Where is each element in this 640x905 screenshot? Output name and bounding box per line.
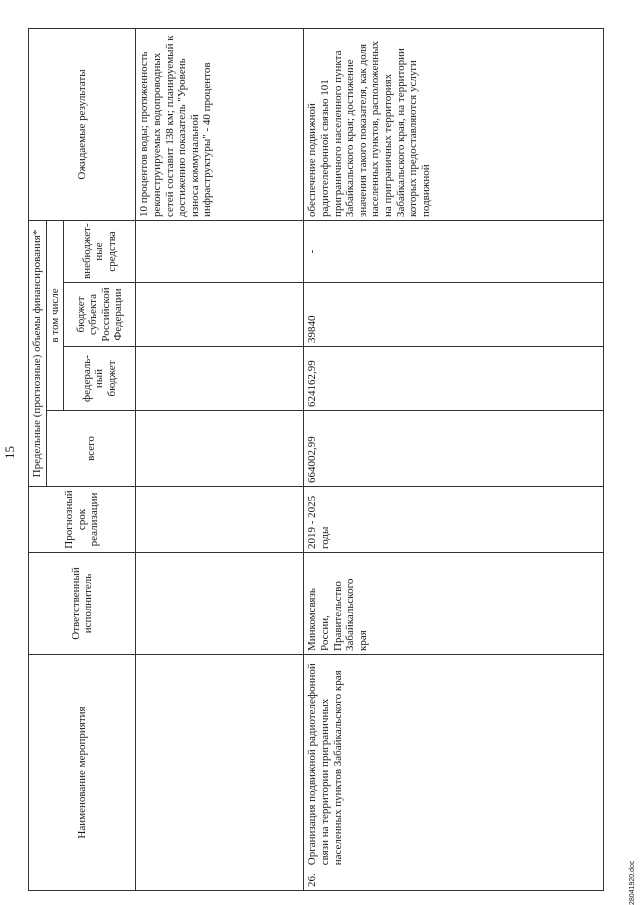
header-extrabudget: внебюджет-ные средства <box>64 220 136 282</box>
doc-code: 28041920.doc <box>629 860 636 905</box>
cell-empty <box>136 347 304 411</box>
cell-empty <box>136 283 304 347</box>
cell-results: обеспечение подвижной радиотелефонной связью 101 приграничного населенного пункта Забайкальского края; достижение значения такого показателя, как доля населенных пунктов, расположенных на приграничных территориях Забайкальского края, на территории которых предоставляются услуги подвижной <box>304 28 604 220</box>
cell-empty <box>136 655 304 891</box>
row-number: 26. <box>306 873 319 887</box>
cell-executor: Минкомсвязь России, Правительство Забайкальского края <box>304 553 604 655</box>
header-name: Наименование мероприятия <box>29 655 136 891</box>
cell-empty <box>136 411 304 487</box>
header-executor: Ответственный исполнитель <box>29 553 136 655</box>
header-federal: федераль-ный бюджет <box>64 347 136 411</box>
header-regional: бюджет субъекта Российской Федерации <box>64 283 136 347</box>
measures-table <box>28 28 604 891</box>
cell-period: 2019 - 2025 годы <box>304 487 604 553</box>
cell-name <box>304 655 604 891</box>
cell-results-continuation: 10 процентов воды; протяженность реконструируемых водопроводных сетей составит 138 км; планируемый к достижению показатель "Уровень износа коммунальной инфраструктуры" - 40 процентов <box>136 28 304 220</box>
cell-extrabudget: - <box>304 220 604 282</box>
cell-total: 664002,99 <box>304 411 604 487</box>
cell-federal: 624162,99 <box>304 347 604 411</box>
page-number: 15 <box>2 446 17 459</box>
table-row-26 <box>304 28 604 890</box>
cell-regional: 39840 <box>304 283 604 347</box>
header-funding: Предельные (прогнозные) объемы финансирования* <box>29 220 47 486</box>
cell-empty <box>136 220 304 282</box>
header-total: всего <box>46 411 136 487</box>
cell-empty <box>136 487 304 553</box>
cell-empty <box>136 553 304 655</box>
header-results: Ожидаемые результаты <box>29 28 136 220</box>
header-period: Прогнозный срок реализации <box>29 487 136 553</box>
table-row-continuation <box>136 28 304 890</box>
header-including: в том числе <box>46 220 64 410</box>
row-name: Организация подвижной радиотелефонной связи на территории приграничных населенных пунктов Забайкальского края <box>306 663 344 866</box>
